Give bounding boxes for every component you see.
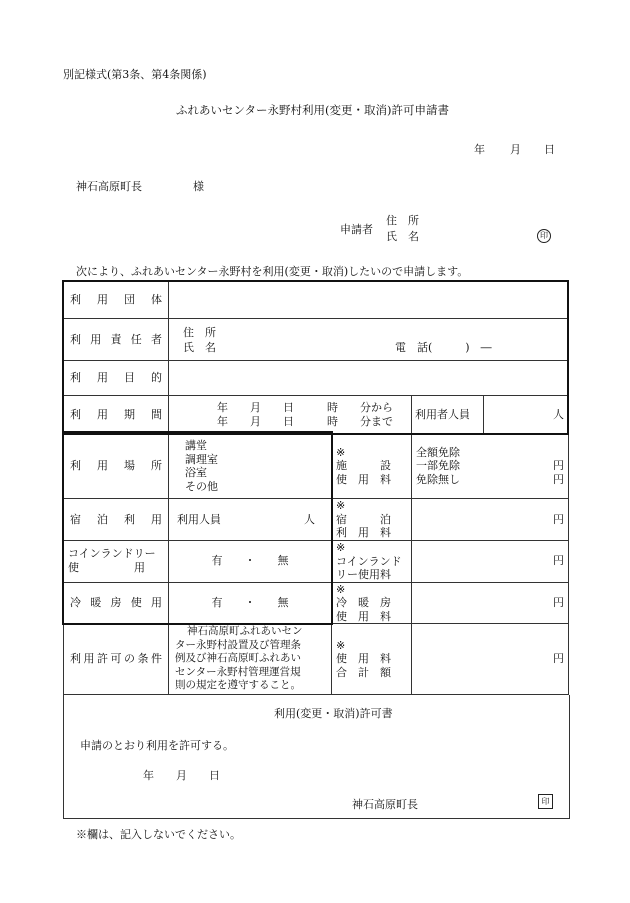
ac-label: 冷暖房使用 (64, 582, 169, 624)
stay-users-field[interactable]: 利用人員 人 (169, 499, 332, 541)
exemption-partial: 一部免除 円 (416, 459, 564, 473)
date-day: 日 (544, 143, 555, 156)
applicant-address-label: 住 所 (386, 214, 419, 227)
place-kitchen: 調理室 (185, 452, 218, 466)
form-number: 別記様式(第3条、第4条関係) (63, 68, 207, 81)
footer-note: ※欄は、記入しないでください。 (76, 828, 241, 841)
exemption-options[interactable] (412, 434, 569, 499)
form-title: ふれあいセンター永野村利用(変更・取消)許可申請書 (176, 103, 450, 117)
stay-fee-field[interactable]: 円 (412, 499, 569, 541)
permit-date: 年 月 日 (143, 769, 220, 782)
laundry-fee-field[interactable]: 円 (412, 541, 569, 583)
phone-label: 電 話( ) ― (395, 340, 492, 354)
place-other: その他 (185, 479, 218, 493)
ac-yes-no[interactable]: 有 ・ 無 (169, 582, 332, 624)
period-field[interactable] (169, 396, 412, 434)
seal-icon: 印 (537, 228, 551, 243)
total-fee-label: ※ 使 用 料 合 計 額 (332, 624, 412, 695)
exemption-none: 免除無し 円 (416, 472, 564, 486)
place-list[interactable] (169, 434, 332, 499)
permit-text: 申請のとおり利用を許可する。 (80, 739, 234, 752)
total-fee-field[interactable]: 円 (412, 624, 569, 695)
resp-address-label: 住 所 (183, 325, 216, 339)
period-from: 年 月 日 時 分から (217, 400, 393, 414)
addressee: 神石高原町長 (76, 180, 142, 193)
laundry-fee-label: ※ コインランド リー使用料 (332, 541, 412, 583)
period-to: 年 月 日 時 分まで (217, 414, 393, 428)
permit-title: 利用(変更・取消)許可書 (274, 707, 393, 720)
date-month: 月 (510, 143, 521, 156)
permit-seal-icon: 印 (538, 794, 553, 809)
place-bath: 浴室 (185, 466, 207, 479)
date-year: 年 (474, 143, 485, 156)
ac-fee-label: ※ 冷 暖 房 使 用 料 (332, 582, 412, 624)
period-label: 利用期間 (64, 396, 169, 434)
ac-fee-field[interactable]: 円 (412, 582, 569, 624)
laundry-label: コインランドリー 使 用 (64, 541, 169, 583)
permit-section (63, 695, 570, 819)
permit-signer: 神石高原町長 (352, 798, 418, 811)
application-table (63, 281, 568, 695)
laundry-yes-no[interactable]: 有 ・ 無 (169, 541, 332, 583)
purpose-field[interactable] (169, 361, 569, 396)
facility-fee-label: ※ 施 設 使 用 料 (332, 434, 412, 499)
condition-text: 神石高原町ふれあいセン ター永野村設置及び管理条 例及び神石高原町ふれあい センター永野村管理運営規 則の規定を遵守すること。 (169, 624, 332, 695)
place-label: 利用場所 (64, 434, 169, 499)
group-field[interactable] (169, 282, 569, 319)
intro-text: 次により、ふれあいセンター永野村を利用(変更・取消)したいので申請します。 (76, 265, 469, 278)
applicant-label: 申請者 (340, 223, 373, 236)
applicant-name-label: 氏 名 (386, 230, 419, 243)
group-label: 利用団体 (64, 282, 169, 319)
condition-label: 利用許可の条件 (64, 624, 169, 695)
responsible-label: 利用責任者 (64, 319, 169, 361)
users-field[interactable]: 人 (484, 396, 569, 434)
honorific: 様 (193, 180, 204, 193)
purpose-label: 利用目的 (64, 361, 169, 396)
place-auditorium: 講堂 (185, 439, 207, 452)
resp-name-label: 氏 名 (183, 340, 216, 354)
responsible-field[interactable] (169, 319, 569, 361)
users-label: 利用者人員 (412, 396, 484, 434)
exemption-full: 全額免除 (416, 445, 460, 459)
stay-fee-label: ※ 宿 泊 利 用 料 (332, 499, 412, 541)
stay-label: 宿泊利用 (64, 499, 169, 541)
